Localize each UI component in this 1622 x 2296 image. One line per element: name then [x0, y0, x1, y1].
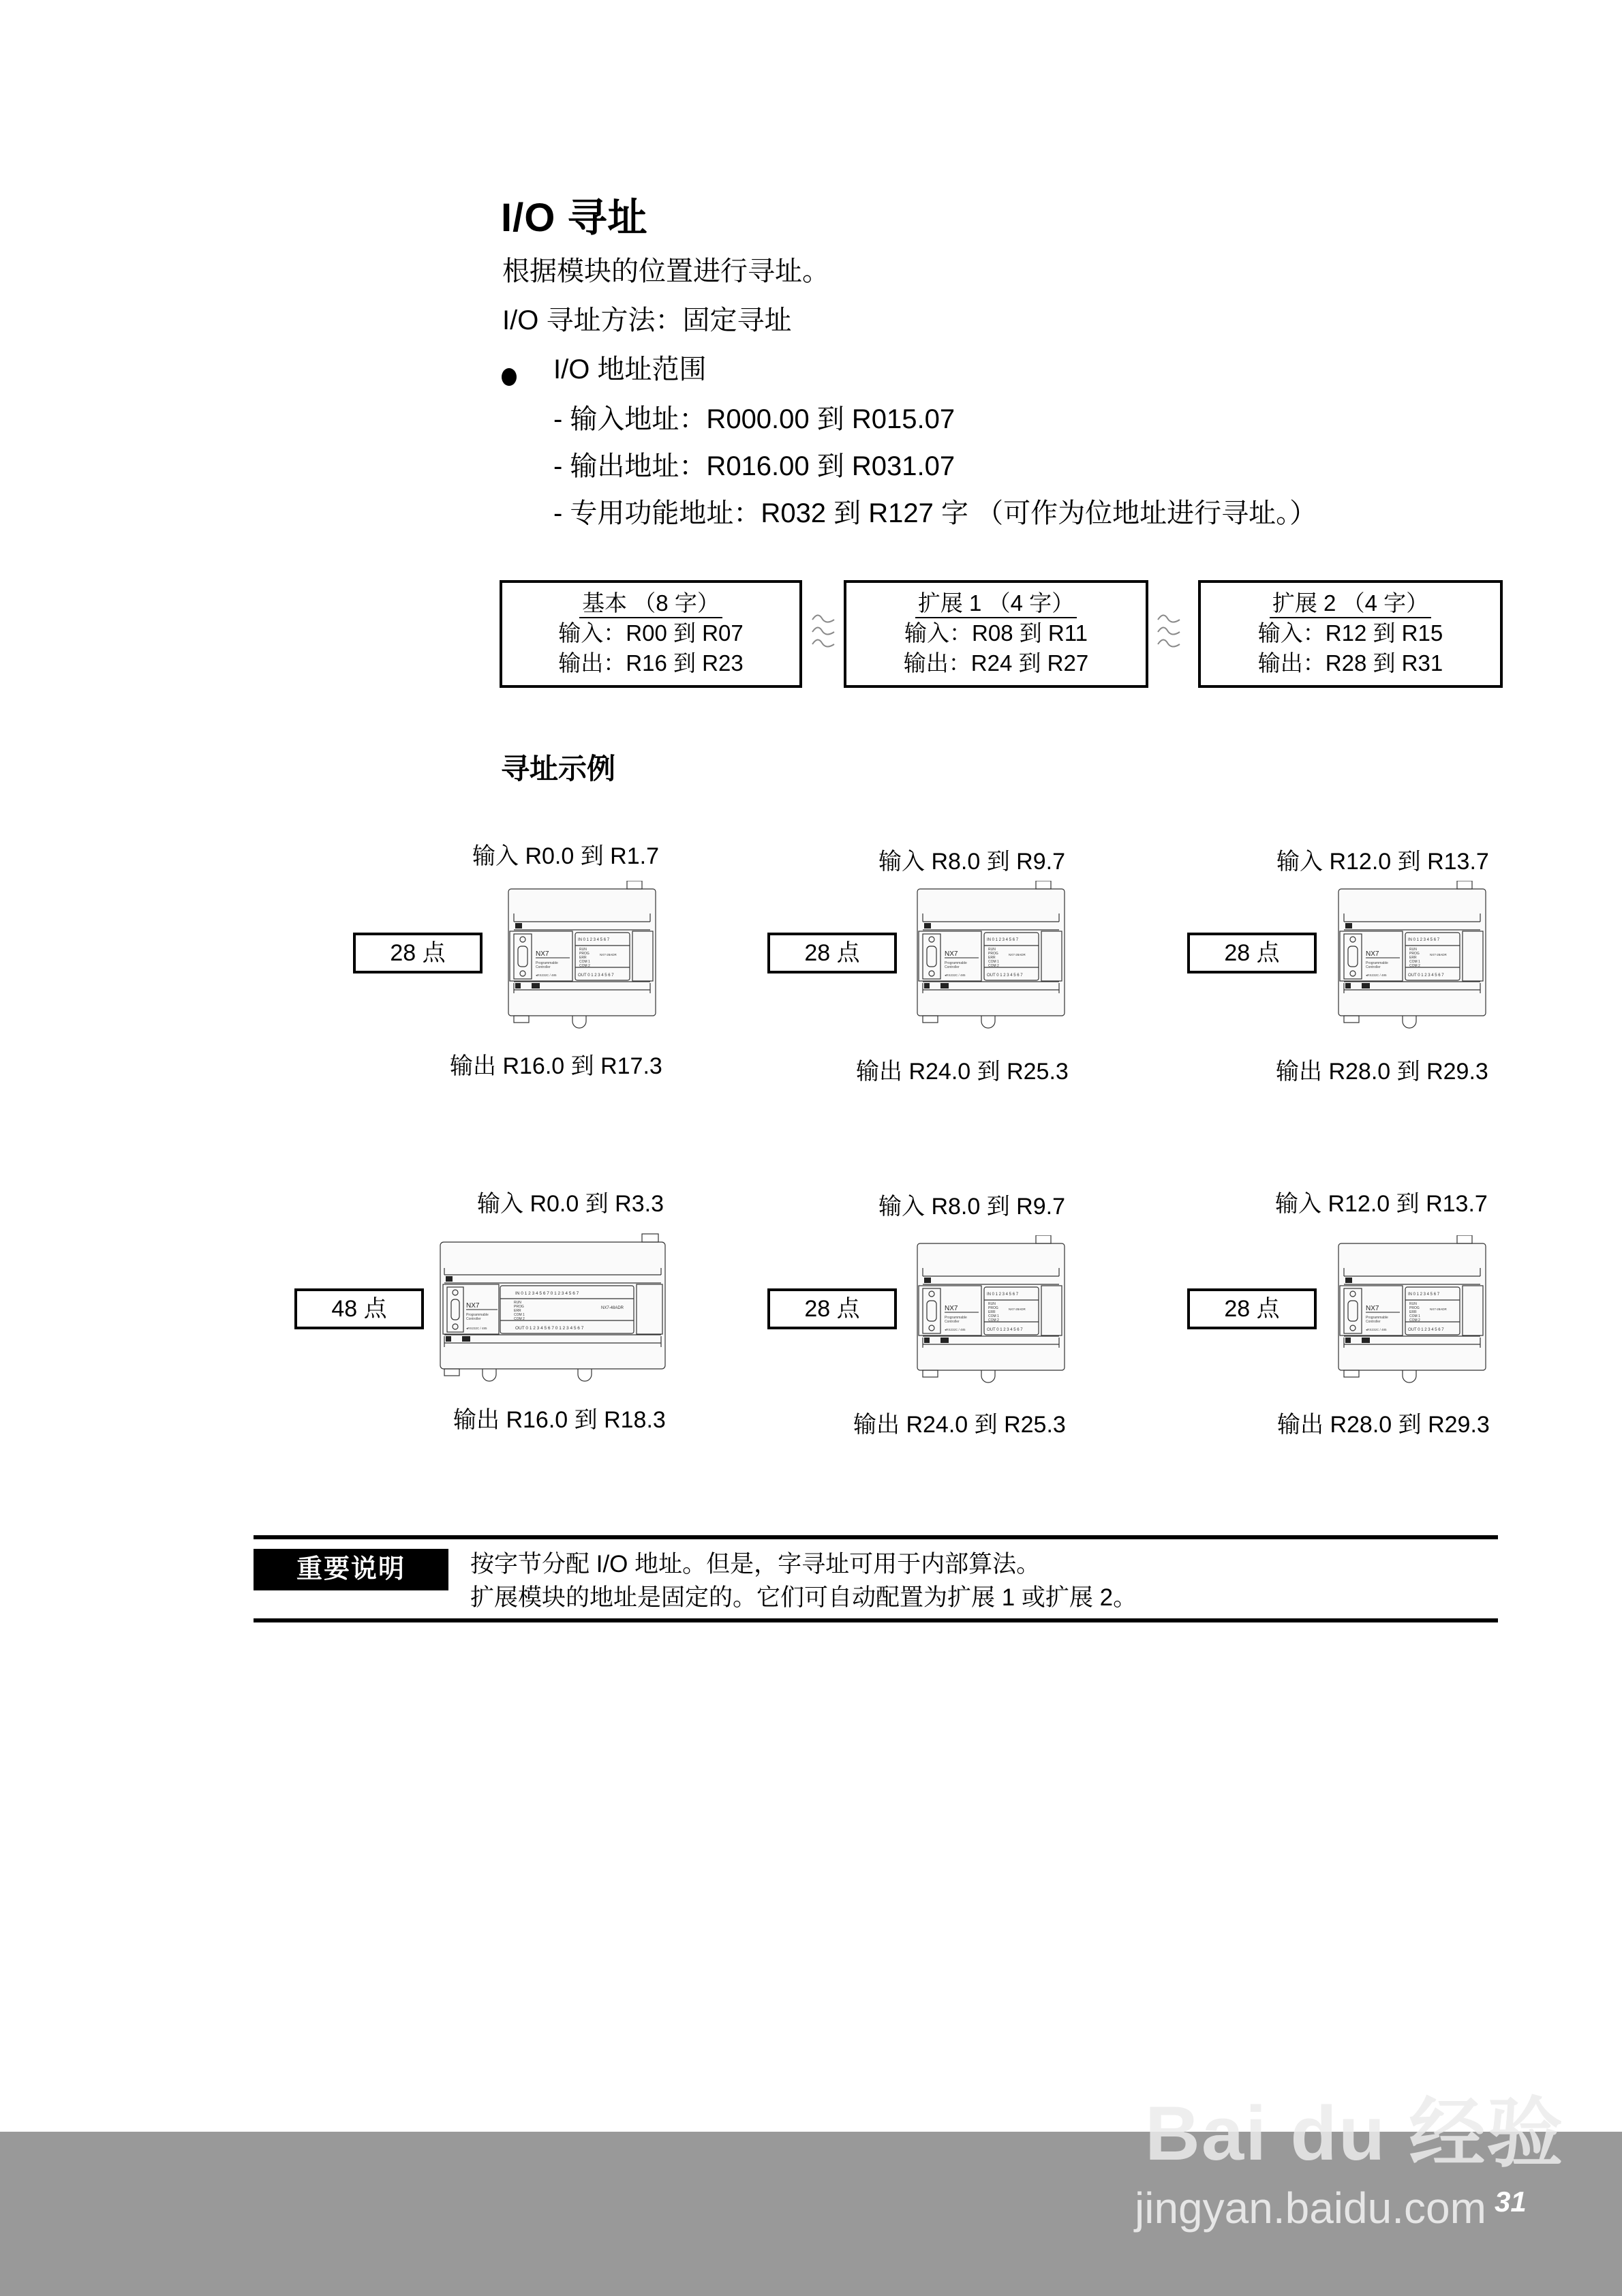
- svg-text:Controller: Controller: [466, 1317, 481, 1321]
- svg-text:Controller: Controller: [945, 1320, 960, 1324]
- address-box-input: 输入：R12 到 R15: [1257, 620, 1443, 646]
- example-output-caption: 输出 R16.0 到 R17.3: [450, 1053, 662, 1079]
- bullet-heading: I/O 地址范围: [553, 354, 707, 384]
- svg-text:COM 1: COM 1: [988, 1314, 999, 1318]
- svg-text:IN 0 1 2 3 4 5 6 7: IN 0 1 2 3 4 5 6 7: [987, 938, 1019, 942]
- svg-text:IN 0 1 2 3 4 5 6 7: IN 0 1 2 3 4 5 6 7: [1408, 938, 1440, 942]
- svg-text:NX7-28ADR: NX7-28ADR: [1009, 953, 1026, 956]
- svg-text:RUN: RUN: [988, 1302, 996, 1306]
- svg-text:Programmable: Programmable: [466, 1313, 489, 1317]
- svg-text:NX7: NX7: [466, 1302, 480, 1310]
- svg-text:IN 0 1 2 3 4 5 6 7: IN 0 1 2 3 4 5 6 7: [1408, 1293, 1440, 1297]
- plc-28-illustration: [1334, 1235, 1493, 1384]
- plc-device-28pt: [504, 881, 662, 1029]
- plc-device-28pt: [913, 1235, 1071, 1384]
- svg-text:Controller: Controller: [945, 965, 960, 969]
- svg-text:◂RS232C / 485: ◂RS232C / 485: [945, 973, 966, 977]
- svg-text:◂RS232C / 485: ◂RS232C / 485: [466, 1327, 487, 1330]
- svg-text:◂RS232C / 485: ◂RS232C / 485: [1366, 973, 1387, 977]
- address-box-heading: 扩展 1 （4 字）: [915, 590, 1077, 618]
- note-line-1: 按字节分配 I/O 地址。但是，字寻址可用于内部算法。: [470, 1551, 1041, 1577]
- svg-text:IN 0 1 2 3 4 5 6 7: IN 0 1 2 3 4 5 6 7: [578, 938, 610, 942]
- svg-text:◂RS232C / 485: ◂RS232C / 485: [536, 973, 557, 977]
- svg-text:OUT 0 1 2 3 4 5 6 7: OUT 0 1 2 3 4 5 6 7: [987, 973, 1023, 978]
- plc-28-illustration: [1334, 881, 1493, 1029]
- svg-text:NX7: NX7: [1366, 950, 1379, 958]
- baidu-watermark-url: jingyan.baidu.com: [1135, 2184, 1486, 2233]
- svg-text:IN 0 1 2 3 4 5 6 7 0 1 2 3: IN 0 1 2 3 4 5 6 7 0 1 2 3 4 5 6 7: [515, 1291, 579, 1296]
- svg-text:Programmable: Programmable: [536, 961, 558, 965]
- svg-text:PROG: PROG: [1409, 952, 1420, 956]
- address-box-output: 输出：R16 到 R23: [558, 650, 744, 676]
- points-label-box: 28 点: [1187, 933, 1317, 973]
- address-box-input: 输入：R08 到 R11: [904, 620, 1088, 646]
- address-box-heading: 基本 （8 字）: [579, 590, 722, 618]
- svg-text:COM 1: COM 1: [988, 960, 999, 964]
- note-top-rule: [254, 1535, 1498, 1539]
- note-label: 重要说明: [254, 1549, 448, 1590]
- address-box-output: 输出：R28 到 R31: [1257, 650, 1443, 676]
- svg-text:PROG: PROG: [988, 1306, 998, 1310]
- example-output-caption: 输出 R28.0 到 R29.3: [1277, 1412, 1490, 1438]
- approx-wave-icon: [1155, 610, 1182, 658]
- svg-text:ERR: ERR: [988, 956, 996, 960]
- svg-text:Programmable: Programmable: [945, 1316, 967, 1320]
- points-label-box: 48 点: [294, 1288, 424, 1329]
- svg-text:Programmable: Programmable: [945, 961, 967, 965]
- svg-text:COM 2: COM 2: [579, 964, 590, 968]
- svg-text:COM 1: COM 1: [514, 1313, 525, 1317]
- svg-text:ERR: ERR: [514, 1309, 521, 1313]
- svg-text:RUN: RUN: [579, 948, 587, 952]
- example-output-caption: 输出 R24.0 到 R25.3: [856, 1059, 1069, 1085]
- points-label-box: 28 点: [353, 933, 483, 973]
- points-label-box: 28 点: [767, 933, 897, 973]
- plc-device-48pt: [438, 1233, 669, 1384]
- svg-text:Programmable: Programmable: [1366, 1316, 1388, 1320]
- example-input-caption: 输入 R0.0 到 R1.7: [472, 843, 659, 869]
- svg-text:OUT 0 1 2 3 4 5 6 7: OUT 0 1 2 3 4 5 6 7: [578, 973, 614, 978]
- address-box-basic: [500, 580, 802, 688]
- svg-text:IN 0 1 2 3 4 5 6 7: IN 0 1 2 3 4 5 6 7: [987, 1293, 1019, 1297]
- svg-text:NX7-28ADR: NX7-28ADR: [1009, 1308, 1026, 1311]
- plc-device-28pt: [1334, 881, 1493, 1029]
- examples-title: 寻址示例: [501, 753, 616, 785]
- svg-text:OUT 0 1 2 3 4 5 6 7 0 1 2: OUT 0 1 2 3 4 5 6 7 0 1 2 3 4 5 6 7: [515, 1326, 584, 1331]
- svg-text:ERR: ERR: [1409, 1310, 1417, 1314]
- svg-text:NX7: NX7: [945, 950, 958, 958]
- svg-text:NX7: NX7: [945, 1305, 958, 1312]
- plc-28-illustration: [913, 881, 1071, 1029]
- note-bottom-rule: [254, 1618, 1498, 1622]
- svg-text:Controller: Controller: [1366, 1320, 1381, 1324]
- svg-text:COM 1: COM 1: [579, 960, 590, 964]
- example-input-caption: 输入 R8.0 到 R9.7: [878, 849, 1065, 875]
- plc-device-28pt: [1334, 1235, 1493, 1384]
- svg-text:RUN: RUN: [1409, 1302, 1417, 1306]
- page-number: 31: [1495, 2186, 1527, 2218]
- svg-text:RUN: RUN: [1409, 948, 1417, 952]
- plc-brand: NX7: [536, 950, 549, 958]
- svg-text:◂RS232C / 485: ◂RS232C / 485: [1366, 1328, 1387, 1331]
- input-address-range: - 输入地址：R000.00 到 R015.07: [553, 404, 955, 434]
- example-input-caption: 输入 R12.0 到 R13.7: [1275, 1191, 1488, 1217]
- svg-text:Programmable: Programmable: [1366, 961, 1388, 965]
- baidu-watermark-logo: Bai du 经验: [1145, 2091, 1565, 2176]
- svg-text:◂RS232C / 485: ◂RS232C / 485: [945, 1328, 966, 1331]
- svg-text:NX7: NX7: [1366, 1305, 1379, 1312]
- points-label-box: 28 点: [1187, 1288, 1317, 1329]
- svg-text:COM 2: COM 2: [1409, 964, 1420, 968]
- svg-text:COM 2: COM 2: [988, 1318, 999, 1323]
- svg-text:ERR: ERR: [579, 956, 587, 960]
- plc-device-28pt: [913, 881, 1071, 1029]
- svg-text:RUN: RUN: [988, 948, 996, 952]
- svg-text:PROG: PROG: [1409, 1306, 1420, 1310]
- svg-text:OUT 0 1 2 3 4 5 6 7: OUT 0 1 2 3 4 5 6 7: [987, 1328, 1023, 1332]
- svg-text:Controller: Controller: [536, 965, 551, 969]
- svg-text:COM 2: COM 2: [1409, 1318, 1420, 1323]
- example-input-caption: 输入 R0.0 到 R3.3: [477, 1191, 664, 1217]
- address-box-output: 输出：R24 到 R27: [903, 650, 1089, 676]
- example-output-caption: 输出 R16.0 到 R18.3: [453, 1407, 666, 1433]
- note-line-2: 扩展模块的地址是固定的。它们可自动配置为扩展 1 或扩展 2。: [470, 1584, 1137, 1611]
- address-box-expansion-1: [844, 580, 1148, 688]
- svg-text:Controller: Controller: [1366, 965, 1381, 969]
- svg-text:COM 1: COM 1: [1409, 1314, 1420, 1318]
- special-function-address-range: - 专用功能地址：R032 到 R127 字 （可作为位地址进行寻址。）: [553, 498, 1317, 528]
- svg-text:PROG: PROG: [514, 1305, 524, 1309]
- bullet-icon: [502, 368, 517, 386]
- address-box-expansion-2: [1198, 580, 1503, 688]
- example-output-caption: 输出 R28.0 到 R29.3: [1276, 1059, 1488, 1085]
- intro-text: 根据模块的位置进行寻址。: [502, 256, 829, 286]
- svg-text:NX7-28ADR: NX7-28ADR: [1430, 953, 1447, 956]
- svg-text:ERR: ERR: [1409, 956, 1417, 960]
- svg-text:OUT 0 1 2 3 4 5 6 7: OUT 0 1 2 3 4 5 6 7: [1408, 973, 1444, 978]
- plc-28-illustration: [504, 881, 662, 1029]
- example-input-caption: 输入 R8.0 到 R9.7: [878, 1194, 1065, 1220]
- svg-text:COM 2: COM 2: [988, 964, 999, 968]
- svg-text:ERR: ERR: [988, 1310, 996, 1314]
- example-output-caption: 输出 R24.0 到 R25.3: [853, 1412, 1066, 1438]
- points-label-box: 28 点: [767, 1288, 897, 1329]
- svg-text:COM 2: COM 2: [514, 1317, 525, 1321]
- output-address-range: - 输出地址：R016.00 到 R031.07: [553, 451, 955, 481]
- svg-text:OUT 0 1 2 3 4 5 6 7: OUT 0 1 2 3 4 5 6 7: [1408, 1328, 1444, 1332]
- svg-text:PROG: PROG: [988, 952, 998, 956]
- svg-text:RUN: RUN: [514, 1301, 521, 1305]
- approx-wave-icon: [810, 610, 837, 658]
- plc-28-illustration: [913, 1235, 1071, 1384]
- svg-text:NX7-28ADR: NX7-28ADR: [1430, 1308, 1447, 1311]
- plc-48-illustration: [438, 1233, 669, 1384]
- svg-text:NX7-48ADR: NX7-48ADR: [601, 1306, 624, 1310]
- svg-text:COM 1: COM 1: [1409, 960, 1420, 964]
- svg-text:PROG: PROG: [579, 952, 590, 956]
- address-box-heading: 扩展 2 （4 字）: [1270, 590, 1431, 618]
- example-input-caption: 输入 R12.0 到 R13.7: [1276, 849, 1489, 875]
- addressing-method: I/O 寻址方法：固定寻址: [502, 305, 792, 335]
- page-title: I/O 寻址: [501, 196, 648, 240]
- svg-text:NX7-28ADR: NX7-28ADR: [600, 953, 617, 956]
- address-box-input: 输入：R00 到 R07: [558, 620, 744, 646]
